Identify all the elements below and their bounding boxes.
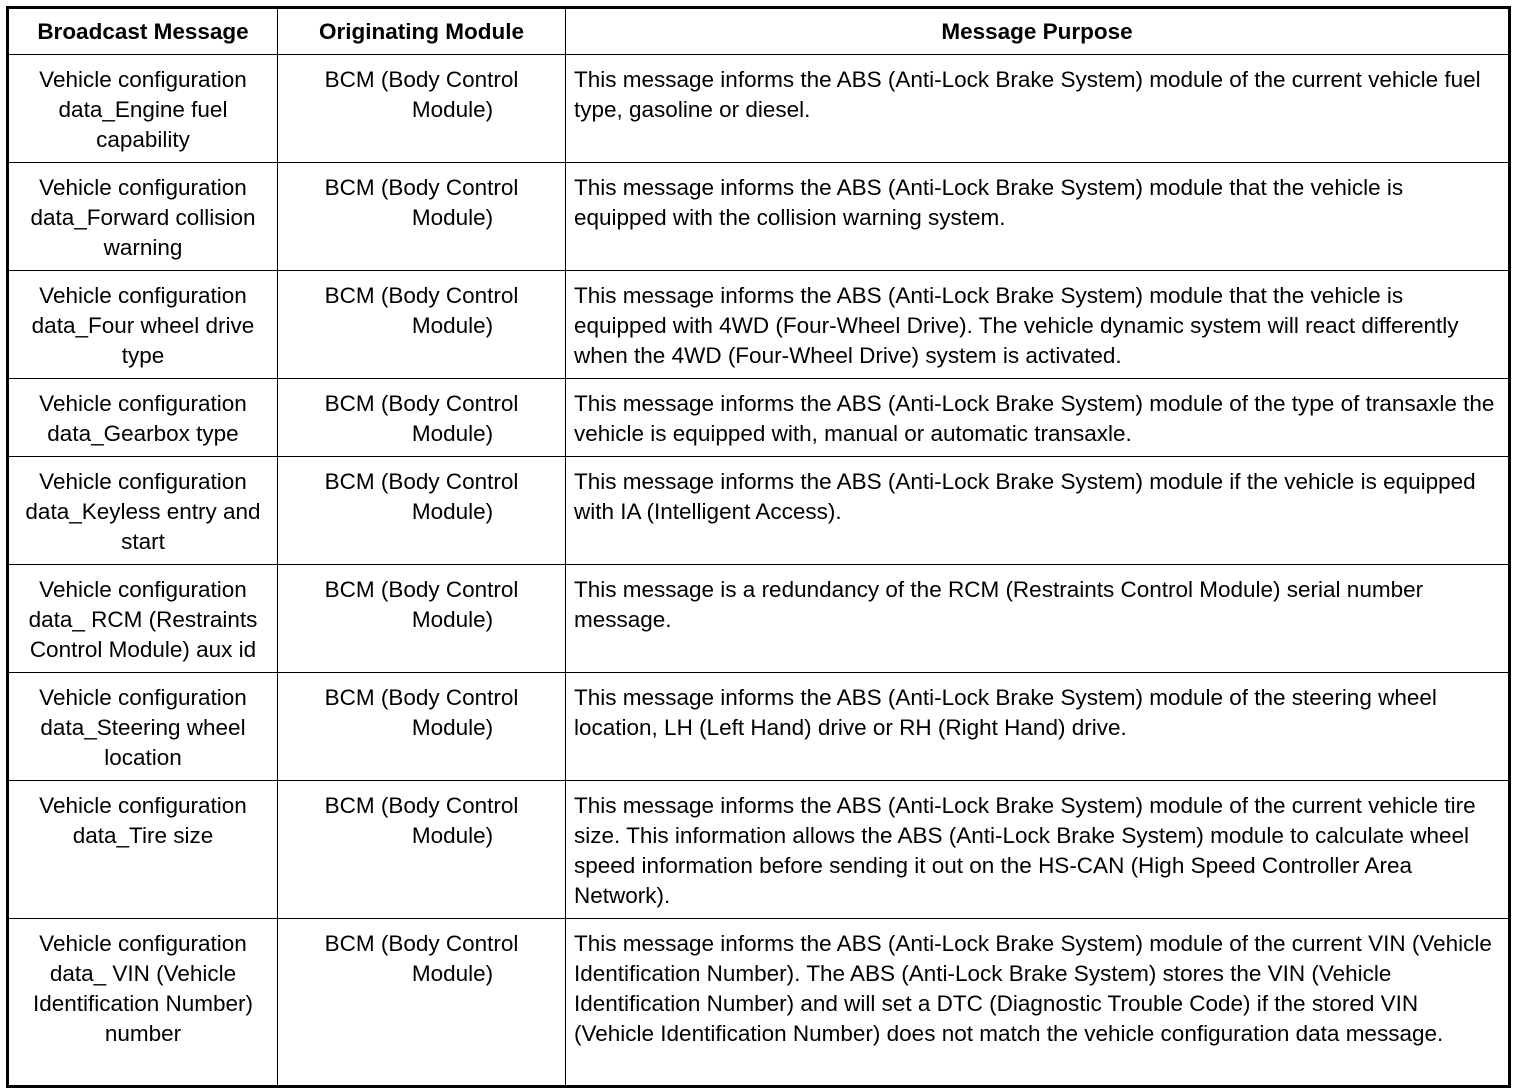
module-line-1: BCM (Body Control [324,793,519,818]
message-purpose-cell: This message informs the ABS (Anti-Lock Brake System) module that the vehicle is equipped with the collision warning system. [566,163,1510,271]
originating-module-cell [278,919,566,1087]
message-purpose-cell: This message informs the ABS (Anti-Lock Brake System) module of the current VIN (Vehicle Identification Number). The ABS (Anti-Lock Brake System) stores the VIN (Vehicle Identification Number) and will set a DTC (Diagnostic Trouble Code) if the stored VIN (Vehicle Identification Number) does not match the vehicle configuration data message. [566,919,1510,1087]
module-line-2: Module) [411,421,494,446]
broadcast-message-table [6,6,1511,1088]
broadcast-message-cell: Vehicle configuration data_Steering wheel location [8,673,278,781]
broadcast-message-cell: Vehicle configuration data_Tire size [8,781,278,919]
broadcast-message-cell: Vehicle configuration data_Engine fuel capability [8,55,278,163]
broadcast-message-cell: Vehicle configuration data_Gearbox type [8,379,278,457]
module-line-1: BCM (Body Control [324,175,519,200]
module-line-2: Module) [411,823,494,848]
message-purpose-cell: This message informs the ABS (Anti-Lock Brake System) module of the current vehicle tire size. This information allows the ABS (Anti-Lock Brake System) module to calculate wheel speed information before sending it out on the HS-CAN (High Speed Controller Area Network). [566,781,1510,919]
message-purpose-cell: This message is a redundancy of the RCM (Restraints Control Module) serial number message. [566,565,1510,673]
module-line-1: BCM (Body Control [324,469,519,494]
broadcast-message-cell: Vehicle configuration data_Forward collision warning [8,163,278,271]
module-line-1: BCM (Body Control [324,931,519,956]
module-line-1: BCM (Body Control [324,283,519,308]
module-line-2: Module) [411,607,494,632]
table-row [8,457,1510,565]
originating-module-cell [278,271,566,379]
originating-module-cell [278,673,566,781]
module-line-2: Module) [411,313,494,338]
table-row [8,565,1510,673]
table-row [8,163,1510,271]
originating-module-cell [278,163,566,271]
table-row [8,781,1510,919]
header-message-purpose: Message Purpose [566,8,1510,55]
broadcast-message-cell: Vehicle configuration data_Keyless entry and start [8,457,278,565]
originating-module-cell [278,565,566,673]
broadcast-message-cell: Vehicle configuration data_ VIN (Vehicle Identification Number) number [8,919,278,1087]
message-purpose-cell: This message informs the ABS (Anti-Lock Brake System) module of the current vehicle fuel type, gasoline or diesel. [566,55,1510,163]
module-line-2: Module) [411,499,494,524]
message-purpose-cell: This message informs the ABS (Anti-Lock Brake System) module of the steering wheel location, LH (Left Hand) drive or RH (Right Hand) drive. [566,673,1510,781]
table-row [8,919,1510,1087]
header-originating-module: Originating Module [278,8,566,55]
message-purpose-cell: This message informs the ABS (Anti-Lock Brake System) module if the vehicle is equipped with IA (Intelligent Access). [566,457,1510,565]
table-header-row [8,8,1510,55]
module-line-2: Module) [411,97,494,122]
broadcast-message-cell: Vehicle configuration data_Four wheel drive type [8,271,278,379]
module-line-1: BCM (Body Control [324,67,519,92]
module-line-1: BCM (Body Control [324,391,519,416]
table-row [8,673,1510,781]
module-line-2: Module) [411,961,494,986]
module-line-1: BCM (Body Control [324,685,519,710]
module-line-2: Module) [411,205,494,230]
broadcast-message-cell: Vehicle configuration data_ RCM (Restraints Control Module) aux id [8,565,278,673]
module-line-2: Module) [411,715,494,740]
table-row [8,55,1510,163]
table-row [8,271,1510,379]
originating-module-cell [278,55,566,163]
table-row [8,379,1510,457]
message-purpose-cell: This message informs the ABS (Anti-Lock Brake System) module that the vehicle is equipped with 4WD (Four-Wheel Drive). The vehicle dynamic system will react differently when the 4WD (Four-Wheel Drive) system is activated. [566,271,1510,379]
originating-module-cell [278,457,566,565]
originating-module-cell [278,379,566,457]
module-line-1: BCM (Body Control [324,577,519,602]
message-purpose-cell: This message informs the ABS (Anti-Lock Brake System) module of the type of transaxle the vehicle is equipped with, manual or automatic transaxle. [566,379,1510,457]
originating-module-cell [278,781,566,919]
header-broadcast-message: Broadcast Message [8,8,278,55]
